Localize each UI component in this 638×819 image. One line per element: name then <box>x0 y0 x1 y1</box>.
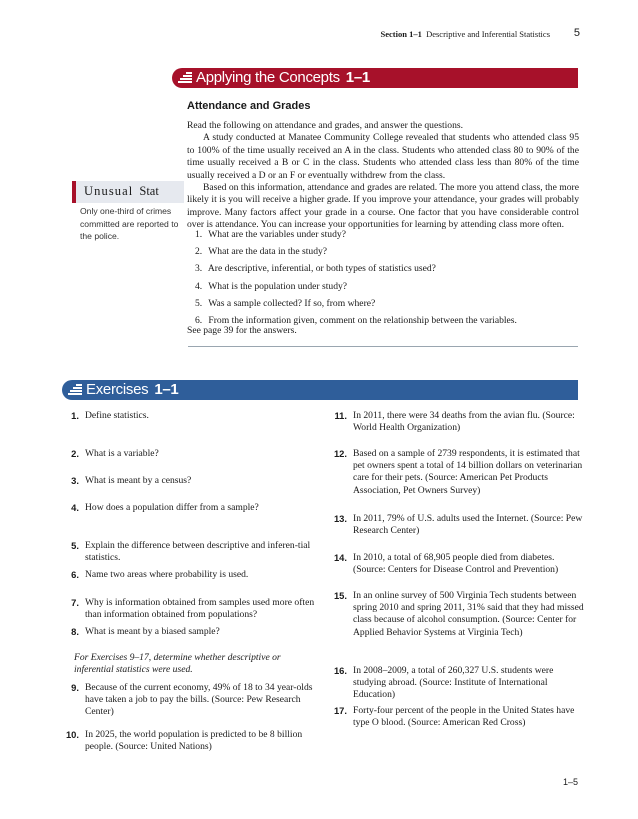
exercises-banner <box>62 380 578 400</box>
banner-rule <box>188 87 578 88</box>
paragraph: Based on this information, attendance and grades are related. The more you attend class, the more likely it is you will receive a higher grade. If you improve your attendance, your grades will probably improve. Many factors affect your grade in a course. One factor that you have considerable control over is attendance. You can increase your opportunities for learning by attending class more often. <box>187 182 579 231</box>
question-item: 6. From the information given, comment on the relationship between the variables. <box>195 314 517 326</box>
exercises-title: Exercises 1–1 <box>86 381 179 398</box>
question-item: 5. Was a sample collected? If so, from where? <box>195 297 376 309</box>
answers-note: See page 39 for the answers. <box>187 325 297 336</box>
running-header <box>0 27 638 41</box>
section-divider <box>188 346 578 347</box>
page-number: 5 <box>573 27 580 39</box>
banner-rule <box>78 399 578 400</box>
applying-body <box>187 120 579 232</box>
unusual-stat-title: Unusual Stat <box>84 184 159 198</box>
exercise-instructions: For Exercises 9–17, determine whether descriptive or inferential statistics were used. <box>74 652 281 676</box>
section-heading: Section 1–1 Descriptive and Inferential Statistics <box>380 29 550 39</box>
question-item: 2. What are the data in the study? <box>195 246 328 258</box>
paragraph: Read the following on attendance and grades, and answer the questions. <box>187 120 464 131</box>
stacked-bars-icon <box>178 72 192 84</box>
stacked-bars-icon <box>68 384 82 396</box>
applying-concepts-banner <box>172 68 578 88</box>
unusual-stat-text: Only one-third of crimes committed are reported to the police. <box>80 206 179 242</box>
question-list <box>195 229 575 332</box>
applying-subtitle: Attendance and Grades <box>187 100 311 112</box>
page-reference: 1–5 <box>562 777 578 787</box>
unusual-stat-box <box>72 181 184 203</box>
applying-concepts-title: Applying the Concepts 1–1 <box>196 69 370 86</box>
paragraph: A study conducted at Manatee Community College revealed that students who attended class 95 to 100% of the time usually received an A in the class. Students who attended class 80 to 90% of the time usually received a B or C in the class. Students who attended class less than 80% of the time usually received a D or an F or eventually withdrew from the class. <box>187 132 579 181</box>
question-item: 1. What are the variables under study? <box>195 229 346 240</box>
question-item: 3. Are descriptive, inferential, or both types of statistics used? <box>195 263 436 275</box>
question-item: 4. What is the population under study? <box>195 280 348 292</box>
